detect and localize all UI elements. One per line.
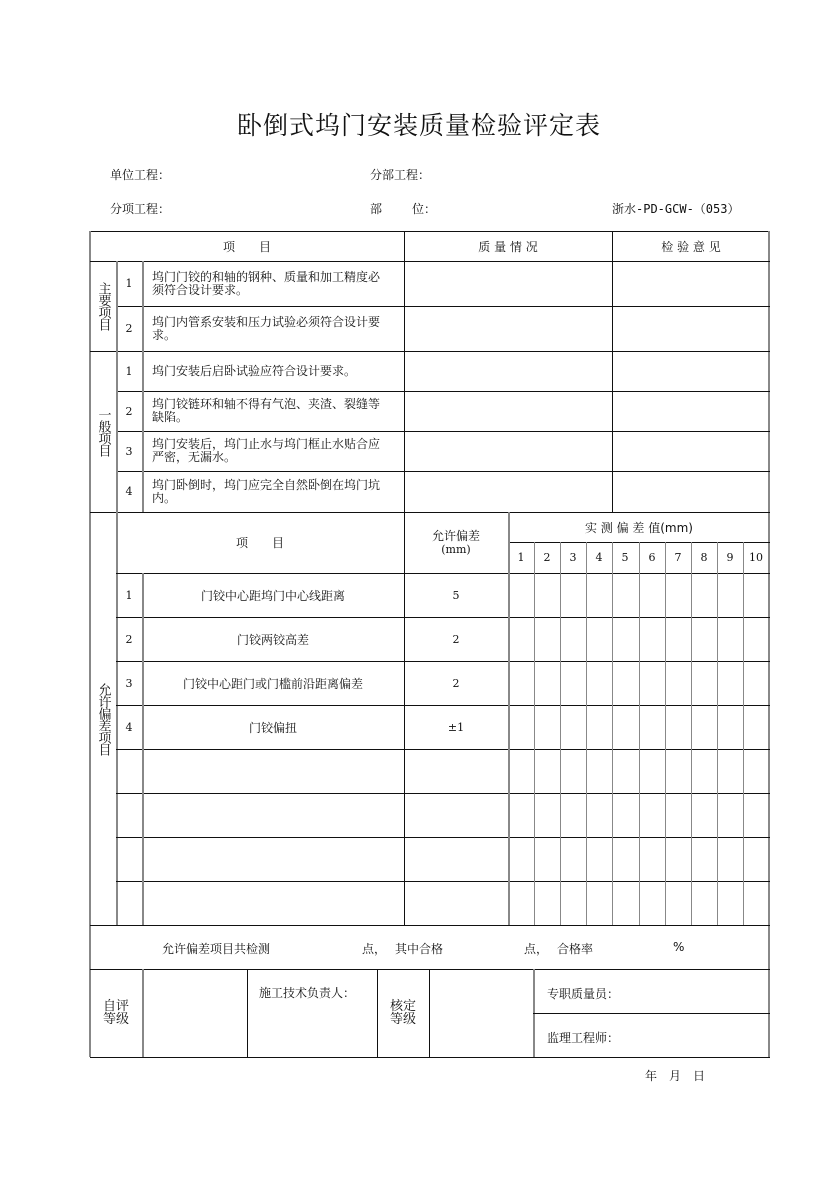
measured-value-field[interactable] — [560, 837, 586, 881]
tolerance-row-allow — [404, 837, 508, 881]
measure-col-header: 5 — [621, 551, 629, 564]
row-line — [533, 1013, 770, 1014]
measured-value-field[interactable] — [665, 661, 691, 705]
main-item-quality-field[interactable] — [404, 261, 612, 306]
measured-value-field[interactable] — [717, 617, 743, 661]
general-item-no: 2 — [125, 404, 133, 418]
approved-grade-field[interactable] — [429, 969, 533, 1057]
measure-col-header: 1 — [517, 551, 525, 564]
tolerance-row-allow: 2 — [452, 632, 460, 646]
measure-col-header: 3 — [569, 551, 577, 564]
measured-header: 实 测 偏 差 值(mm) — [584, 520, 693, 535]
measured-value-field[interactable] — [586, 573, 612, 617]
measured-value-field[interactable] — [665, 573, 691, 617]
measured-value-field[interactable] — [639, 617, 665, 661]
main-item-opinion-field[interactable] — [612, 261, 770, 306]
measured-value-field[interactable] — [586, 617, 612, 661]
main-item-opinion-field[interactable] — [612, 306, 770, 351]
summary-text-3: 其中合格 — [395, 942, 444, 956]
col-line — [247, 969, 248, 1057]
tolerance-row-allow — [404, 881, 508, 925]
measured-value-field[interactable] — [691, 573, 717, 617]
measured-value-field[interactable] — [534, 881, 560, 925]
tech-lead-label: 施工技术负责人： — [259, 986, 356, 1000]
tolerance-row-name: 门铰中心距坞门中心线距离 — [200, 588, 345, 603]
measured-value-field[interactable] — [691, 617, 717, 661]
measured-value-field[interactable] — [508, 617, 534, 661]
measured-value-field[interactable] — [508, 573, 534, 617]
measured-value-field[interactable] — [691, 661, 717, 705]
measure-col-header: 8 — [700, 551, 708, 564]
measured-value-field[interactable] — [639, 573, 665, 617]
measured-value-field[interactable] — [508, 837, 534, 881]
tolerance-row-name: 门铰两铰高差 — [236, 632, 309, 647]
measure-col-header: 9 — [726, 551, 734, 564]
tolerance-row-no: 2 — [125, 632, 133, 646]
tolerance-row-no — [116, 749, 142, 793]
supervisor-label: 监理工程师： — [547, 1031, 620, 1045]
measured-value-field[interactable] — [717, 705, 743, 749]
tolerance-row-name — [142, 749, 404, 793]
tolerance-row-allow: 2 — [452, 676, 460, 690]
header-opinion: 检 验 意 见 — [661, 239, 721, 254]
measured-value-field[interactable] — [508, 705, 534, 749]
general-item-text: 坞门卧倒时，坞门应完全自然卧倒在坞门坑内。 — [152, 477, 381, 505]
measured-value-field[interactable] — [612, 793, 638, 837]
date-label: 年 月 日 — [645, 1069, 706, 1083]
general-item-no: 3 — [125, 444, 133, 458]
tolerance-row-name — [142, 837, 404, 881]
measured-value-field[interactable] — [612, 617, 638, 661]
tolerance-row-allow: 5 — [452, 588, 460, 602]
general-item-text: 坞门安装后，坞门止水与坞门框止水贴合应严密，无漏水。 — [152, 437, 381, 464]
measured-value-field[interactable] — [743, 837, 769, 881]
main-item-quality-field[interactable] — [404, 306, 612, 351]
self-grade-field[interactable] — [142, 969, 247, 1057]
measured-value-field[interactable] — [508, 661, 534, 705]
tolerance-row-allow: ±1 — [447, 720, 465, 734]
tolerance-row-allow — [404, 749, 508, 793]
measured-value-field[interactable] — [665, 881, 691, 925]
approved-grade-label: 核定等级 — [390, 999, 417, 1027]
measure-col-header: 2 — [543, 551, 551, 564]
tolerance-row-no — [116, 793, 142, 837]
summary-text-4: 点， — [524, 942, 549, 956]
summary-text-6: % — [673, 940, 685, 954]
tolerance-row-name: 门铰中心距门或门槛前沿距离偏差 — [182, 676, 363, 691]
measured-value-field[interactable] — [508, 881, 534, 925]
measured-value-field[interactable] — [534, 749, 560, 793]
measured-value-field[interactable] — [534, 661, 560, 705]
measured-value-field[interactable] — [586, 749, 612, 793]
tolerance-row-no: 1 — [125, 588, 133, 602]
tolerance-row-name — [142, 881, 404, 925]
measured-value-field[interactable] — [665, 749, 691, 793]
tolerance-row-no: 4 — [125, 720, 133, 734]
measured-value-field[interactable] — [612, 749, 638, 793]
measured-value-field[interactable] — [743, 661, 769, 705]
summary-text-2: 点， — [362, 942, 387, 956]
measured-value-field[interactable] — [691, 837, 717, 881]
measured-value-field[interactable] — [560, 881, 586, 925]
measured-value-field[interactable] — [639, 661, 665, 705]
general-item-text: 坞门铰链环和轴不得有气泡、夹渣、裂缝等缺陷。 — [152, 397, 381, 424]
tolerance-row-no — [116, 881, 142, 925]
measured-value-field[interactable] — [534, 617, 560, 661]
measured-value-field[interactable] — [665, 617, 691, 661]
measured-value-field[interactable] — [612, 661, 638, 705]
measured-value-field[interactable] — [691, 793, 717, 837]
measured-value-field[interactable] — [717, 837, 743, 881]
main-item-text: 坞门内管系安装和压力试验必须符合设计要求。 — [152, 314, 381, 342]
measured-value-field[interactable] — [639, 705, 665, 749]
header-quality: 质 量 情 况 — [478, 239, 538, 254]
measured-value-field[interactable] — [534, 705, 560, 749]
measured-value-field[interactable] — [612, 837, 638, 881]
form-code: 浙水-PD-GCW-（053） — [612, 202, 740, 216]
summary-text-1: 允许偏差项目共检测 — [162, 942, 271, 956]
measured-value-field[interactable] — [691, 705, 717, 749]
header-item: 项 目 — [222, 239, 271, 254]
measured-value-field[interactable] — [586, 793, 612, 837]
measured-value-field[interactable] — [639, 881, 665, 925]
main-item-text: 坞门门铰的和轴的钢种、质量和加工精度必须符合设计要求。 — [152, 269, 381, 297]
measured-value-field[interactable] — [639, 837, 665, 881]
page-title: 卧倒式坞门安装质量检验评定表 — [236, 111, 601, 140]
tolerance-row-no — [116, 837, 142, 881]
summary-text-5: 合格率 — [557, 942, 594, 956]
measured-value-field[interactable] — [743, 749, 769, 793]
measured-value-field[interactable] — [743, 573, 769, 617]
row-line — [90, 925, 770, 926]
measured-value-field[interactable] — [743, 793, 769, 837]
measured-value-field[interactable] — [691, 881, 717, 925]
measured-value-field[interactable] — [743, 705, 769, 749]
measure-col-header: 10 — [749, 551, 763, 564]
general-items-group-label: 一般项目 — [95, 407, 111, 456]
measured-value-field[interactable] — [560, 793, 586, 837]
measure-col-header: 7 — [674, 551, 682, 564]
main-items-group-label: 主要项目 — [95, 282, 111, 330]
measured-value-field[interactable] — [717, 749, 743, 793]
general-item-text: 坞门安装后启卧试验应符合设计要求。 — [152, 363, 357, 378]
measured-value-field[interactable] — [612, 881, 638, 925]
measured-value-field[interactable] — [560, 749, 586, 793]
general-item-no: 4 — [125, 485, 133, 498]
measured-value-field[interactable] — [743, 881, 769, 925]
measured-value-field[interactable] — [560, 705, 586, 749]
tolerance-row-allow — [404, 793, 508, 837]
measured-value-field[interactable] — [665, 705, 691, 749]
measured-value-field[interactable] — [717, 793, 743, 837]
tolerance-item-header: 项 目 — [235, 536, 284, 550]
location-label-part1: 部 — [370, 202, 383, 216]
tolerance-row-name — [142, 793, 404, 837]
self-grade-label: 自评等级 — [103, 999, 130, 1027]
measured-value-field[interactable] — [534, 837, 560, 881]
measured-value-field[interactable] — [612, 705, 638, 749]
unit-project-label: 单位工程： — [110, 168, 171, 182]
quality-officer-label: 专职质量员： — [547, 987, 620, 1001]
measured-value-field[interactable] — [639, 793, 665, 837]
allow-header-line2: (mm) — [441, 542, 471, 556]
measured-value-field[interactable] — [560, 617, 586, 661]
main-item-no: 1 — [125, 277, 133, 290]
measured-value-field[interactable] — [586, 881, 612, 925]
measured-value-field[interactable] — [743, 617, 769, 661]
measured-value-field[interactable] — [508, 793, 534, 837]
measured-value-field[interactable] — [717, 573, 743, 617]
measured-value-field[interactable] — [717, 661, 743, 705]
measured-value-field[interactable] — [560, 661, 586, 705]
tolerance-group-label: 允许偏差项目 — [95, 682, 111, 755]
measured-value-field[interactable] — [717, 881, 743, 925]
tolerance-row-name: 门铰偏扭 — [248, 720, 297, 735]
measured-value-field[interactable] — [508, 749, 534, 793]
measure-col-header: 4 — [595, 551, 603, 564]
measured-value-field[interactable] — [612, 573, 638, 617]
measured-value-field[interactable] — [665, 837, 691, 881]
measured-value-field[interactable] — [560, 573, 586, 617]
item-project-label: 分项工程： — [110, 202, 171, 216]
location-label-part2: 位： — [412, 202, 437, 216]
division-project-label: 分部工程： — [370, 168, 431, 182]
measured-value-field[interactable] — [586, 661, 612, 705]
measured-value-field[interactable] — [534, 793, 560, 837]
measured-value-field[interactable] — [639, 749, 665, 793]
main-item-no: 2 — [125, 322, 133, 335]
general-item-no: 1 — [125, 364, 133, 378]
tolerance-row-no: 3 — [125, 676, 133, 690]
measured-value-field[interactable] — [586, 837, 612, 881]
tolerance-allow-header — [404, 512, 508, 573]
allow-header-line1: 允许偏差 — [431, 528, 480, 543]
measured-value-field[interactable] — [586, 705, 612, 749]
measured-value-field[interactable] — [691, 749, 717, 793]
table-border-bottom — [90, 1057, 770, 1058]
measured-value-field[interactable] — [665, 793, 691, 837]
measured-value-field[interactable] — [534, 573, 560, 617]
measure-col-header: 6 — [648, 551, 656, 564]
